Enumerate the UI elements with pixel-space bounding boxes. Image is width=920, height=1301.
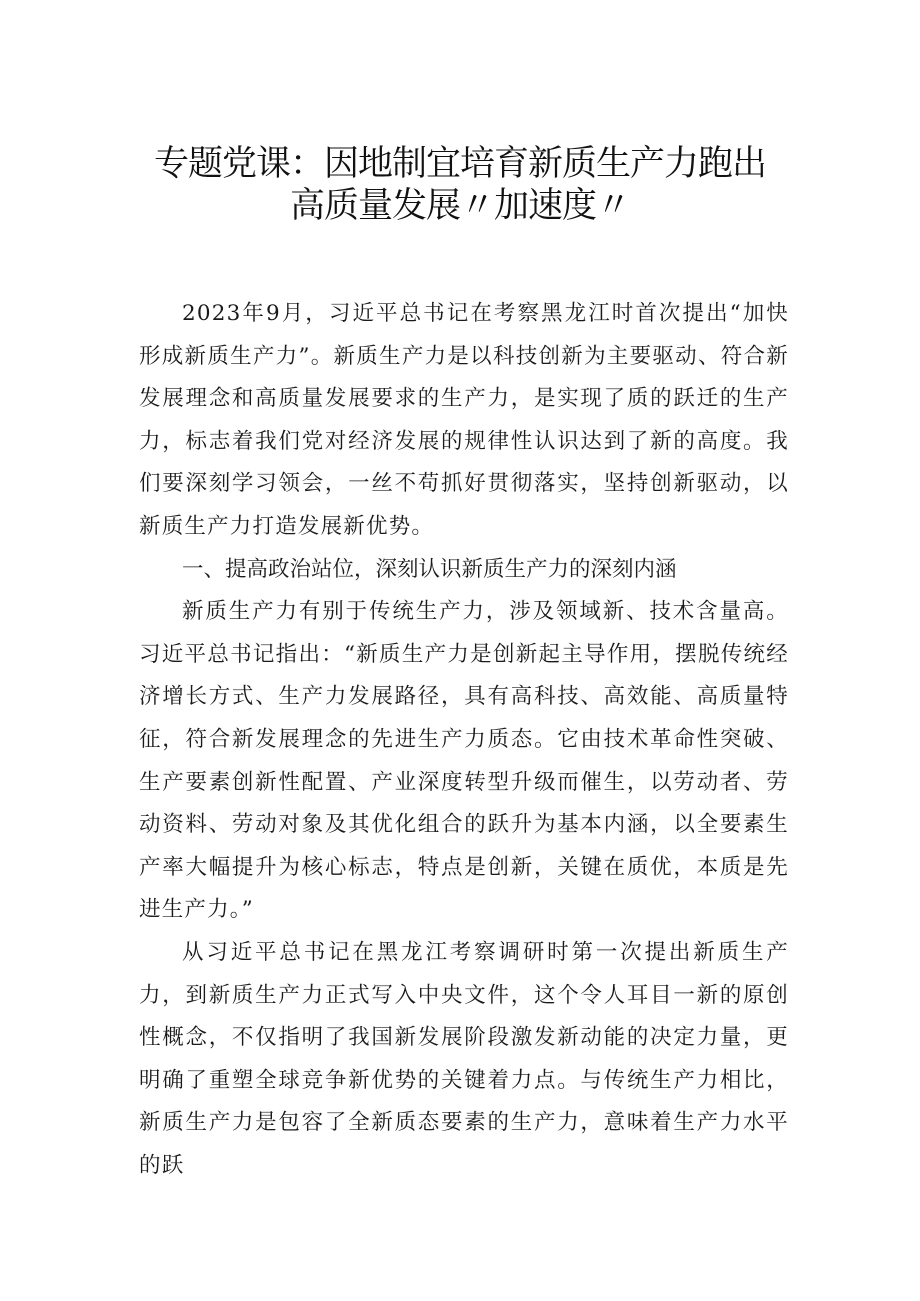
document-body <box>139 293 789 1187</box>
document-title-line-1: 专题党课：因地制宜培育新质生产力跑出 <box>153 144 766 184</box>
paragraph-significance: 从习近平总书记在黑龙江考察调研时第一次提出新质生产力，到新质生产力正式写入中央文件，这个令人耳目一新的原创性概念，不仅指明了我国新发展阶段激发新动能的决定力量，更明确了重塑全球竞争新优势的关键着力点。与传统生产力相比，新质生产力是包容了全新质态要素的生产力，意味着生产力水平的跃 <box>139 939 789 1178</box>
section-heading-1: 一、提高政治站位，深刻认识新质生产力的深刻内涵 <box>182 556 677 582</box>
document-title-line-2: 高质量发展〃加速度〃 <box>289 186 630 226</box>
paragraph-definition: 新质生产力有别于传统生产力，涉及领域新、技术含量高。习近平总书记指出：“新质生产力是创新起主导作用，摆脱传统经济增长方式、生产力发展路径，具有高科技、高效能、高质量特征，符合新发展理念的先进生产力质态。它由技术革命性突破、生产要素创新性配置、产业深度转型升级而催生，以劳动者、劳动资料、劳动对象及其优化组合的跃升为基本内涵，以全要素生产率大幅提升为核心标志，特点是创新，关键在质优，本质是先进生产力。” <box>139 599 789 923</box>
paragraph-intro: 2023年9月，习近平总书记在考察黑龙江时首次提出“加快形成新质生产力”。新质生产力是以科技创新为主要驱动、符合新发展理念和高质量发展要求的生产力，是实现了质的跃迁的生产力，标志着我们党对经济发展的规律性认识达到了新的高度。我们要深刻学习领会，一丝不苟抓好贯彻落实，坚持创新驱动，以新质生产力打造发展新优势。 <box>139 301 789 539</box>
